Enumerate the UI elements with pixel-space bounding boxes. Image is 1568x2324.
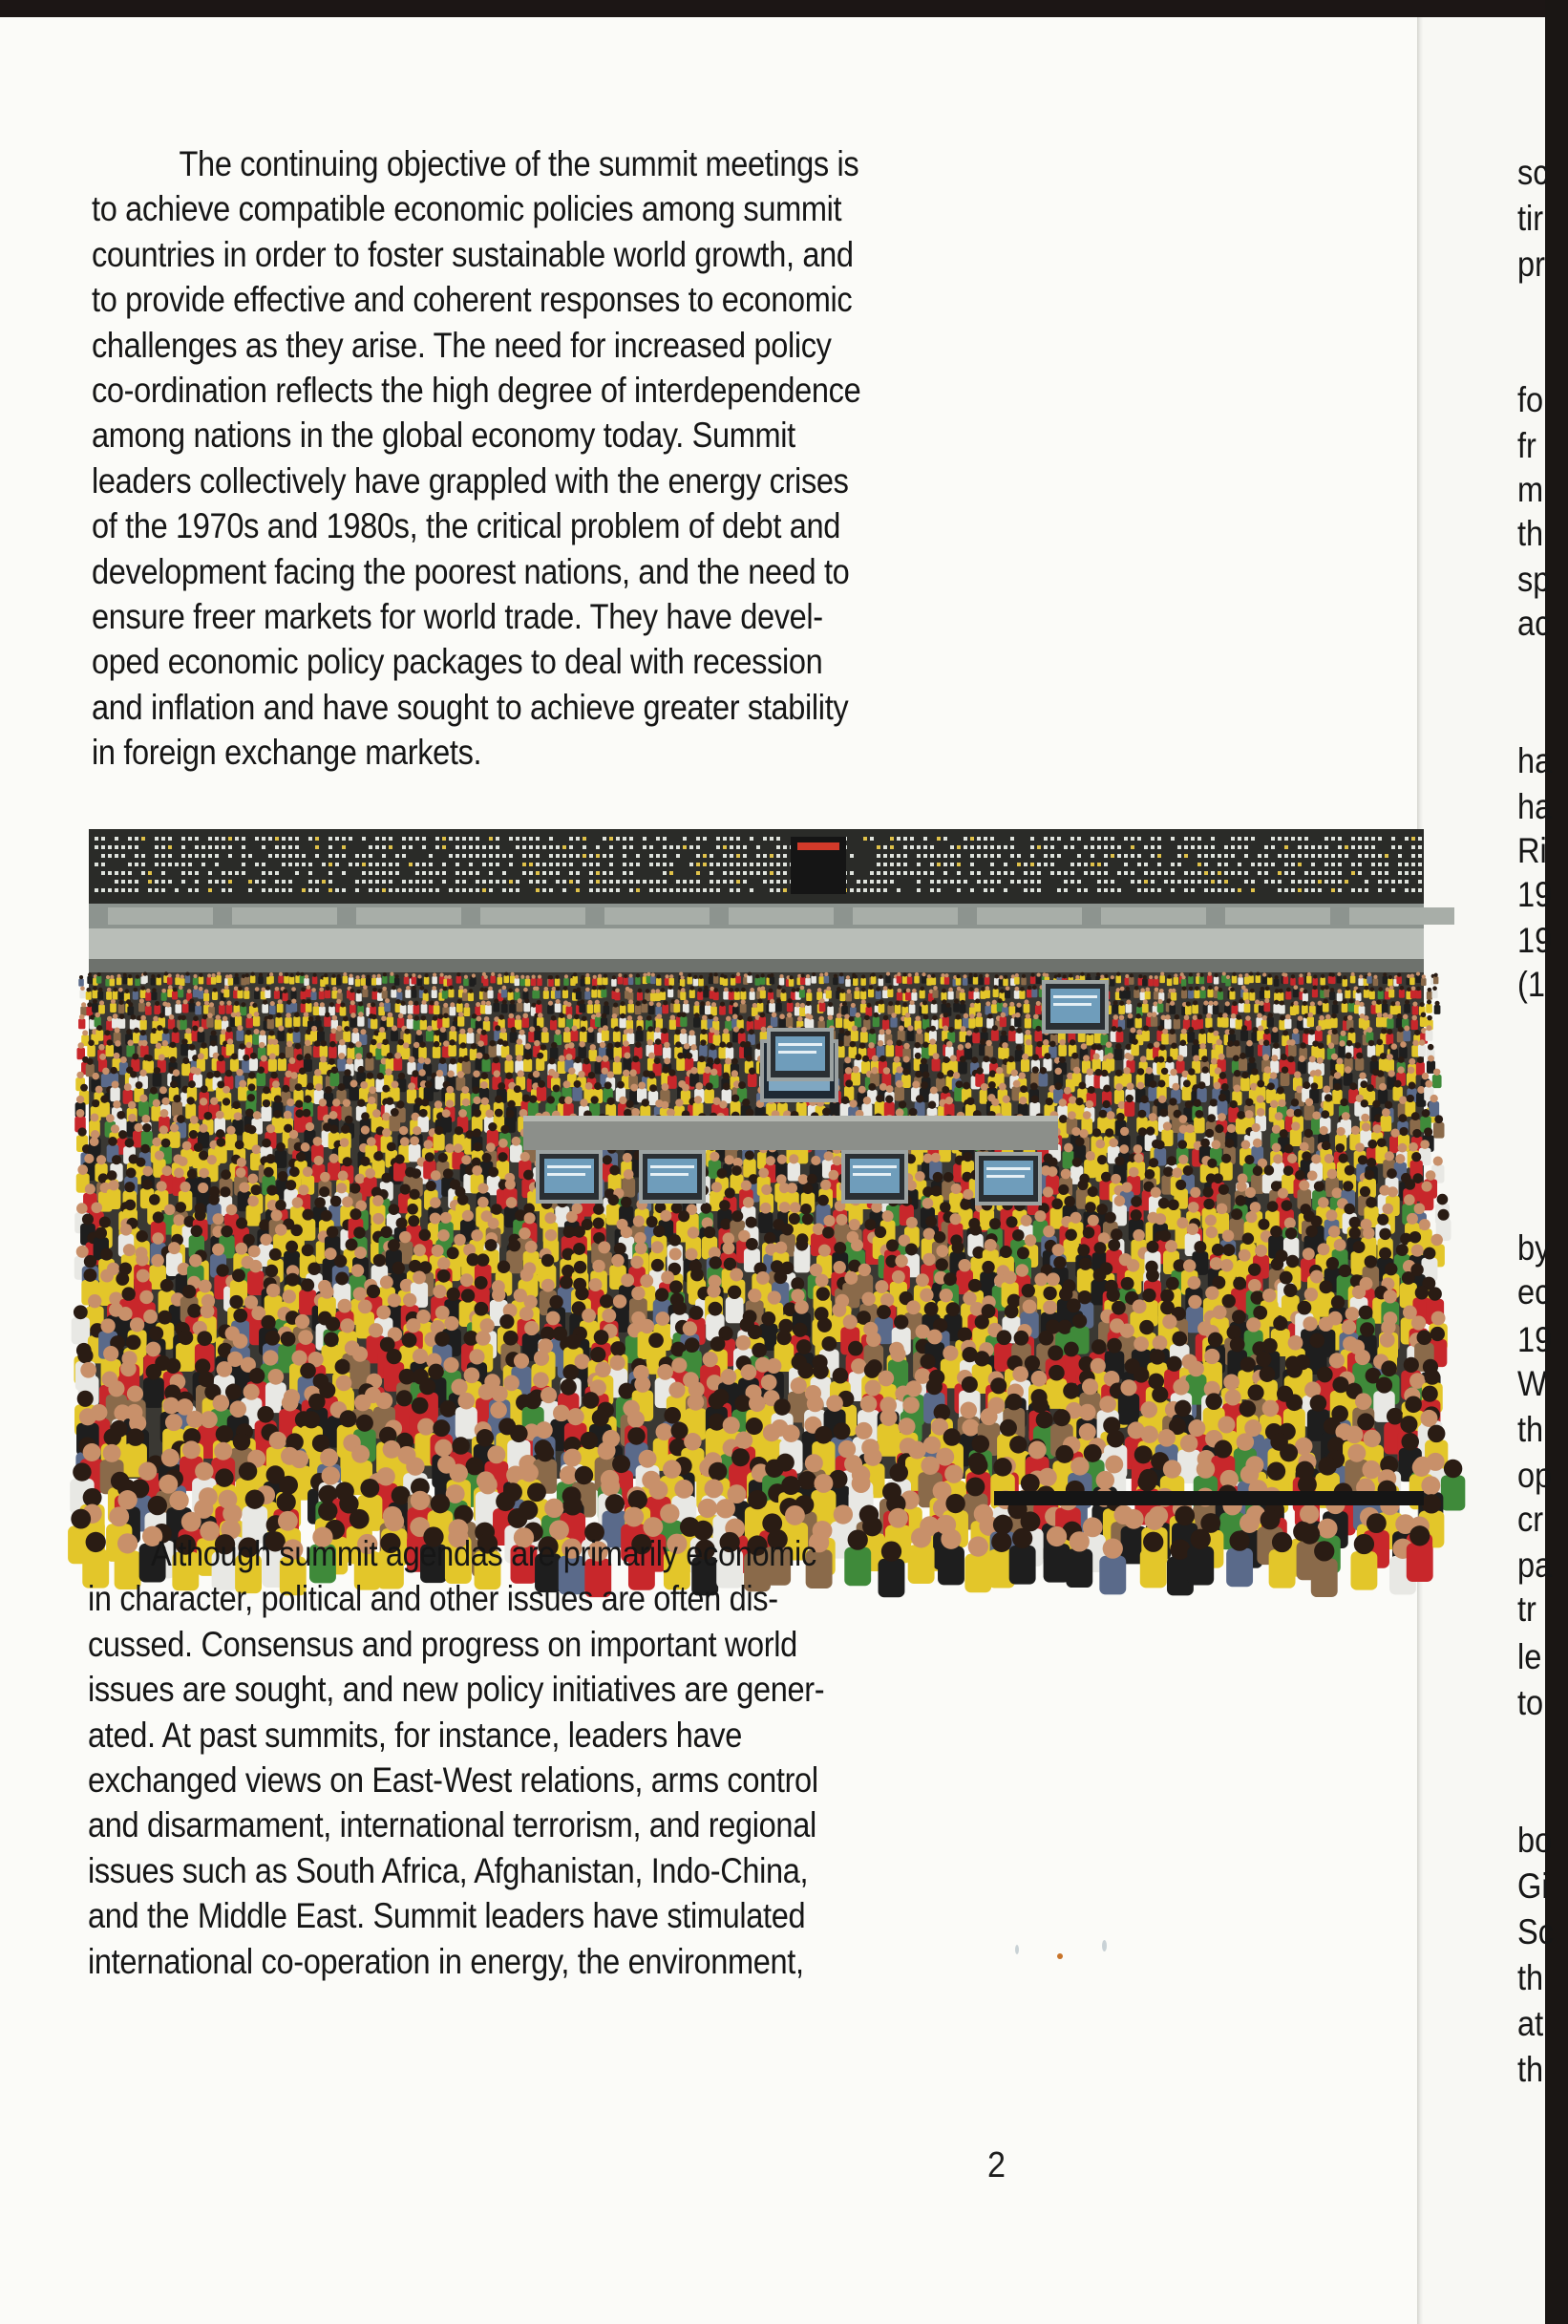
- text-line: international co-operation in energy, the environment,: [88, 1941, 804, 1981]
- right-page-fragment: to: [1517, 1683, 1544, 1722]
- text-line: cussed. Consensus and progress on important world: [88, 1624, 797, 1664]
- right-page-fragment: fr: [1517, 426, 1536, 465]
- right-page-fragment: bo: [1517, 1821, 1553, 1860]
- page-number: 2: [987, 2145, 1006, 2185]
- speck: [1057, 1953, 1063, 1959]
- text-line: leaders collectively have grappled with the energy crises: [92, 460, 849, 501]
- photo-rule: [994, 1491, 1424, 1505]
- right-page-fragment: cr: [1517, 1500, 1544, 1539]
- text-line: exchanged views on East-West relations, arms control: [88, 1760, 818, 1801]
- right-page-fragment: by: [1517, 1228, 1551, 1268]
- scan-top-edge: [0, 0, 1545, 19]
- text-line: oped economic policy packages to deal with recession: [92, 642, 823, 682]
- text-line: and inflation and have sought to achieve greater stability: [92, 687, 849, 727]
- right-page-fragment: pa: [1517, 1546, 1553, 1585]
- text-line: among nations in the global economy today. Summit: [92, 416, 795, 456]
- right-page-fragment: ha: [1517, 787, 1553, 826]
- right-page-fragment: ec: [1517, 1272, 1551, 1311]
- text-line: to provide effective and coherent responses to economic: [92, 280, 853, 320]
- right-page-fragment: th: [1517, 1410, 1544, 1449]
- trading-floor-photo: [89, 829, 1424, 1479]
- speck: [1015, 1945, 1019, 1954]
- right-page-fragment: Gi: [1517, 1866, 1549, 1906]
- right-page-fragment: at: [1517, 2004, 1544, 2043]
- right-page-fragment: Sc: [1517, 1912, 1555, 1951]
- right-page-fragment: sc: [1517, 153, 1549, 192]
- right-page-fragment: 19: [1517, 921, 1553, 960]
- text-line: in character, political and other issues are often dis-: [88, 1579, 778, 1619]
- right-page-fragment: th: [1517, 1958, 1544, 1997]
- right-page-fragment: m: [1517, 470, 1544, 509]
- right-page-fragment: 19: [1517, 1320, 1553, 1359]
- text-line: issues are sought, and new policy initiatives are gener-: [88, 1670, 825, 1710]
- text-line: to achieve compatible economic policies among summit: [92, 189, 842, 229]
- right-page-fragment: W: [1517, 1364, 1547, 1403]
- text-line: and disarmament, international terrorism, and regional: [88, 1805, 816, 1845]
- text-line: countries in order to foster sustainable world growth, and: [92, 234, 854, 274]
- text-line: of the 1970s and 1980s, the critical problem of debt and: [92, 506, 840, 546]
- right-page-fragment: tir: [1517, 199, 1544, 238]
- right-page-fragment: tr: [1517, 1589, 1536, 1629]
- text-line: ensure freer markets for world trade. They have devel-: [92, 597, 823, 637]
- right-page-fragment: th: [1517, 2050, 1544, 2089]
- right-page-fragment: ac: [1517, 604, 1551, 643]
- right-page-fragment: pr: [1517, 245, 1545, 284]
- right-page-fragment: Ri: [1517, 831, 1547, 870]
- paragraph-summit-agendas: [88, 1531, 970, 1984]
- right-page-fragment: le: [1517, 1637, 1542, 1676]
- text-line: and the Middle East. Summit leaders have stimulated: [88, 1896, 806, 1936]
- right-page-fragment: op: [1517, 1456, 1553, 1495]
- text-line: in foreign exchange markets.: [92, 733, 482, 773]
- text-line: ated. At past summits, for instance, leaders have: [88, 1715, 742, 1755]
- right-page-fragment: (1: [1517, 965, 1545, 1004]
- speck: [1102, 1940, 1107, 1951]
- right-page-fragment: th: [1517, 514, 1544, 553]
- right-page-fragment: fo: [1517, 380, 1544, 419]
- text-line: Although summit agendas are primarily economic: [151, 1534, 816, 1573]
- text-line: co-ordination reflects the high degree of interdependence: [92, 371, 861, 411]
- text-line: challenges as they arise. The need for increased policy: [92, 325, 832, 365]
- right-page-fragment: sp: [1517, 560, 1551, 599]
- paragraph-summit-objective: [92, 141, 974, 776]
- text-line: issues such as South Africa, Afghanistan, Indo-China,: [88, 1850, 809, 1890]
- right-page-fragment: 19: [1517, 875, 1553, 914]
- text-line: development facing the poorest nations, and the need to: [92, 551, 850, 591]
- right-page-fragment: ha: [1517, 741, 1553, 780]
- text-line: The continuing objective of the summit meetings is: [179, 144, 859, 183]
